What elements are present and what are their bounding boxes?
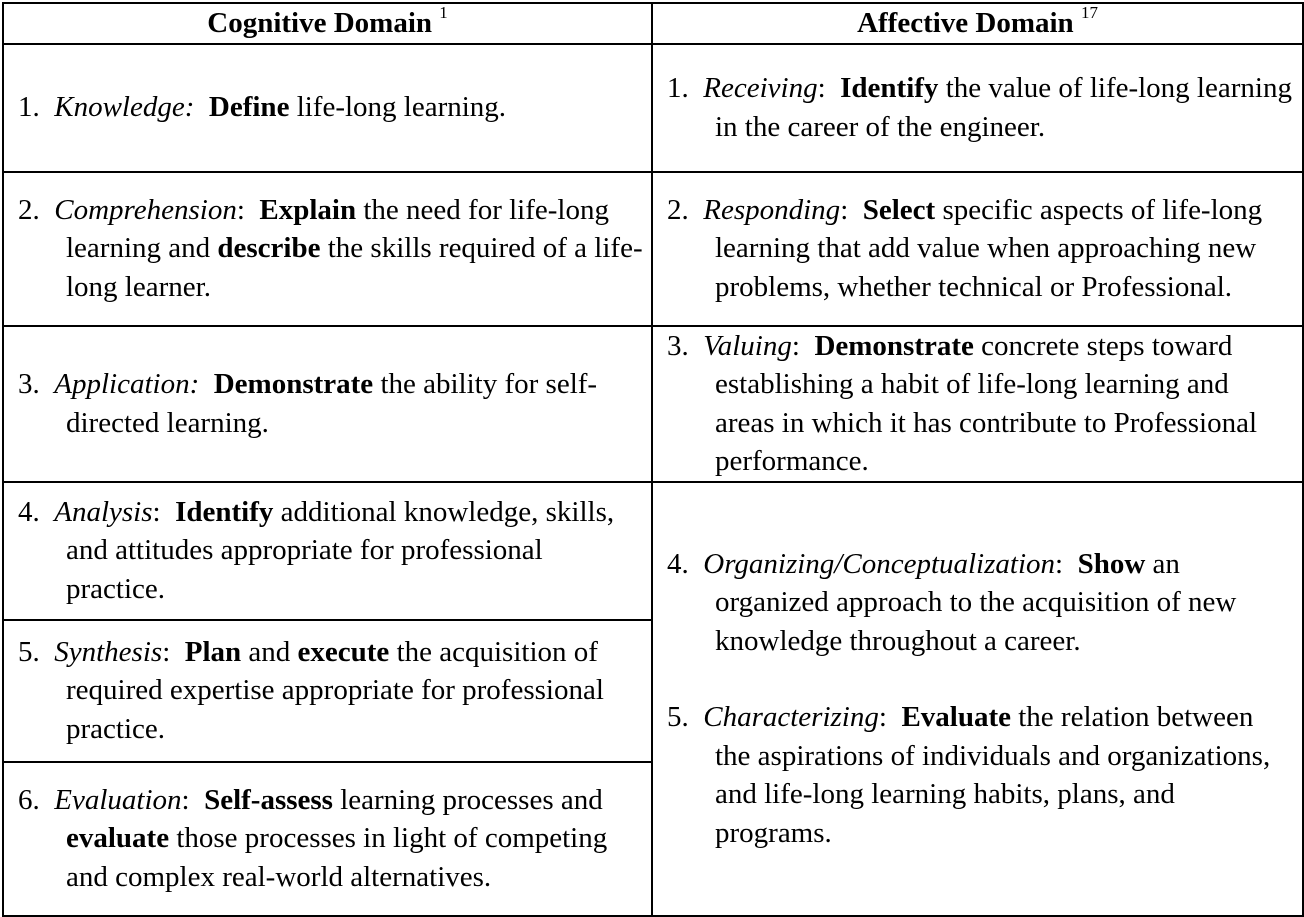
cognitive-cell-3: [3, 326, 652, 482]
item-number: 5.: [667, 701, 689, 734]
item-separator: :: [878, 701, 887, 734]
affective-item-valuing: [653, 327, 1302, 481]
affective-cell-2: [652, 172, 1303, 326]
item-verb: Self-assess: [204, 783, 333, 816]
item-level: Application:: [54, 368, 200, 400]
item-level: Characterizing: [703, 701, 879, 734]
item-verb: Explain: [259, 193, 357, 226]
cognitive-item-evaluation: [4, 781, 651, 897]
affective-item-receiving: [653, 69, 1302, 146]
cognitive-cell-6: [3, 762, 652, 916]
affective-cell-4-5: [652, 482, 1303, 916]
item-number: 5.: [18, 635, 40, 668]
table-row: [3, 172, 1303, 326]
item-verb: Demonstrate: [814, 329, 974, 362]
item-separator: :: [840, 193, 849, 226]
item-number: 6.: [18, 783, 40, 816]
item-text: and: [241, 635, 298, 668]
item-level: Valuing: [703, 329, 792, 362]
item-separator: :: [817, 72, 826, 104]
item-text: life-long learning.: [289, 91, 507, 124]
item-separator: :: [1055, 547, 1064, 580]
item-level: Synthesis: [54, 635, 163, 668]
item-text: the relation between the aspirations of individuals and organizations, and life-long learning habits, plans, and programs.: [715, 701, 1271, 849]
item-text: the acquisition of required expertise appropriate for professional practice.: [66, 635, 604, 745]
item-text: specific aspects of life-long learning that add value when approaching new problems, whether technical or Professional.: [715, 193, 1263, 303]
item-gap: [653, 660, 1302, 698]
cognitive-item-comprehension: [4, 191, 651, 307]
item-number: 2.: [18, 193, 40, 226]
item-level: Evaluation: [54, 783, 182, 816]
cognitive-cell-5: [3, 620, 652, 762]
item-separator: :: [236, 193, 245, 226]
item-verb: Show: [1077, 547, 1146, 580]
item-level: Knowledge:: [54, 91, 195, 124]
domains-table: [2, 2, 1304, 917]
item-text: concrete steps toward establishing a habit of life-long learning and areas in which it has contribute to Professional performance.: [715, 329, 1258, 477]
item-text: an organized approach to the acquisition of new knowledge throughout a career.: [715, 547, 1237, 657]
item-text: the value of life-long learning in the career of the engineer.: [715, 72, 1292, 143]
cognitive-cell-2: [3, 172, 652, 326]
table-row: [3, 44, 1303, 172]
item-text: additional knowledge, skills, and attitudes appropriate for professional practice.: [66, 495, 615, 605]
item-verb: Plan: [184, 635, 242, 668]
item-separator: :: [791, 329, 800, 362]
item-number: 3.: [667, 329, 689, 362]
header-row: [3, 3, 1303, 44]
item-verb: Identify: [840, 72, 939, 104]
affective-item-organizing: [653, 545, 1302, 661]
cognitive-domain-header: [3, 3, 652, 44]
item-text: the need for life-long learning and: [66, 193, 609, 265]
item-verb: Evaluate: [901, 701, 1011, 734]
affective-item-characterizing: [653, 698, 1302, 852]
item-level: Responding: [703, 193, 841, 226]
table-row: [3, 326, 1303, 482]
cognitive-domain-title: Cognitive Domain: [207, 7, 432, 39]
cognitive-cell-4: [3, 482, 652, 620]
cognitive-item-application: [4, 365, 651, 442]
item-level: Receiving: [703, 72, 818, 104]
affective-item-responding: [653, 191, 1302, 307]
item-separator: :: [181, 783, 190, 816]
cognitive-item-analysis: [4, 493, 651, 609]
item-number: 3.: [18, 368, 40, 400]
item-text: learning processes and: [332, 783, 603, 816]
affective-domain-header: [652, 3, 1303, 44]
cognitive-cell-1: [3, 44, 652, 172]
item-verb: execute: [297, 635, 390, 668]
cognitive-item-knowledge: [4, 88, 651, 127]
cognitive-domain-ref: 1: [439, 3, 448, 22]
item-verb: Define: [208, 91, 290, 124]
item-verb: describe: [217, 232, 321, 265]
affective-cell-3: [652, 326, 1303, 482]
item-number: 1.: [667, 72, 689, 104]
item-verb: Identify: [175, 495, 274, 528]
item-level: Organizing/Conceptualization: [703, 547, 1056, 580]
item-separator: :: [152, 495, 161, 528]
item-text: the skills required of a life-long learner.: [66, 232, 643, 303]
item-number: 4.: [18, 495, 40, 528]
item-level: Comprehension: [54, 193, 237, 226]
item-level: Analysis: [54, 495, 153, 528]
item-text: those processes in light of competing and complex real-world alternatives.: [66, 822, 608, 893]
item-verb: Demonstrate: [213, 368, 374, 400]
affective-domain-title: Affective Domain: [857, 7, 1074, 39]
item-number: 1.: [18, 91, 40, 124]
affective-domain-ref: 17: [1080, 3, 1098, 22]
item-verb: Select: [862, 193, 936, 226]
cognitive-item-synthesis: [4, 633, 651, 749]
item-number: 2.: [667, 193, 689, 226]
item-verb: evaluate: [66, 822, 170, 855]
table-row: [3, 482, 1303, 620]
item-number: 4.: [667, 547, 689, 580]
affective-cell-1: [652, 44, 1303, 172]
item-text: the ability for self-directed learning.: [66, 368, 598, 439]
item-separator: :: [162, 635, 171, 668]
